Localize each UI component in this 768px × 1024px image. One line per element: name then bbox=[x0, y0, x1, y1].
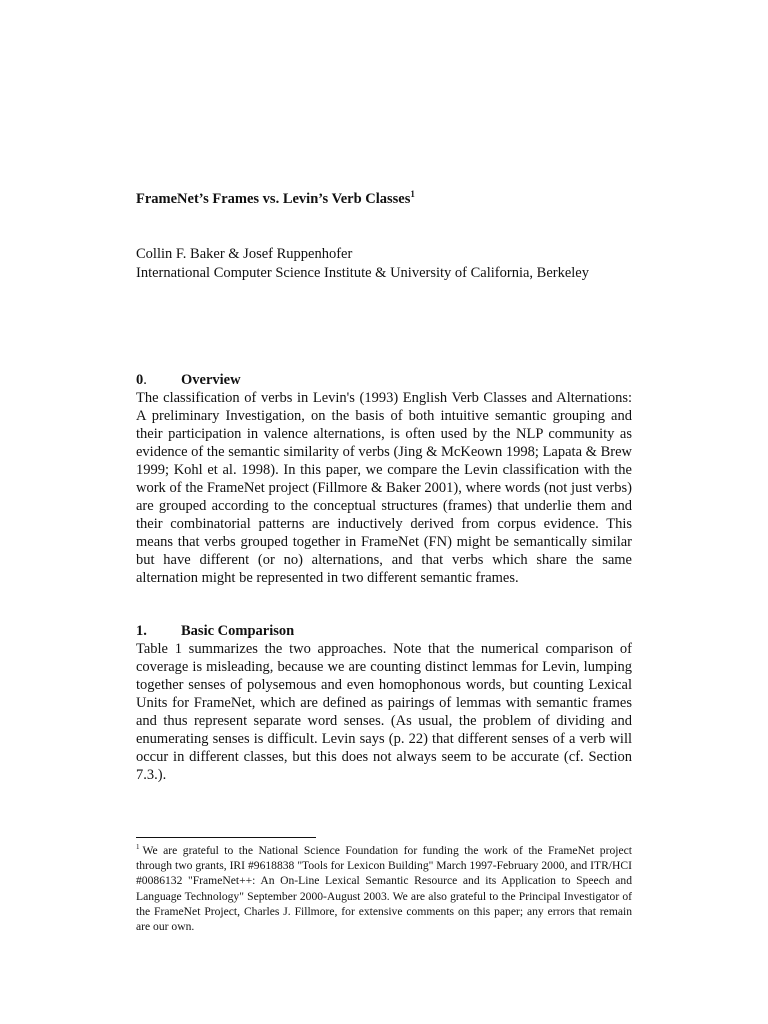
section-number: 0. bbox=[136, 372, 147, 388]
section-overview bbox=[136, 371, 632, 587]
section-title: Overview bbox=[181, 372, 241, 388]
section-number: 1. bbox=[136, 623, 147, 639]
author-names: Collin F. Baker & Josef Ruppenhofer bbox=[136, 246, 353, 262]
title-footnote-mark: 1 bbox=[410, 189, 415, 200]
section-body: The classification of verbs in Levin's (1993) English Verb Classes and Alternations: A preliminary Investigation, on the basis of both intuitive semantic grouping and their participation in valence alternations, is often used by the NLP community as evidence of the semantic similarity of verbs (Jing & McKeown 1998; Lapata & Brew 1999; Kohl et al. 1998). In this paper, we compare the Levin classification with the work of the FrameNet project (Fillmore & Baker 2001), where words (not just verbs) are grouped according to the conceptual structures (frames) that underlie them and their combinatorial patterns are inductively derived from corpus evidence. This means that verbs grouped together in FrameNet (FN) might be semantically similar but have different (or no) alternations, and that verbs which share the same alternation might be represented in two different semantic frames. bbox=[136, 390, 632, 586]
section-heading bbox=[136, 622, 632, 640]
footnote bbox=[136, 843, 632, 934]
section-body: Table 1 summarizes the two approaches. Note that the numerical comparison of coverage is misleading, because we are counting distinct lemmas for Levin, lumping together senses of polysemous and even homophonous words, but counting Lexical Units for FrameNet, which are defined as pairings of lemmas with semantic frames and thus represent separate word senses. (As usual, the problem of dividing and enumerating senses is difficult. Levin says (p. 22) that different senses of a verb will occur in different classes, but this does not always seem to be accurate (cf. Section 7.3.). bbox=[136, 641, 632, 783]
section-basic-comparison bbox=[136, 622, 632, 784]
author-block bbox=[136, 245, 589, 283]
paper-title-text: FrameNet’s Frames vs. Levin’s Verb Classes bbox=[136, 191, 411, 207]
footnote-divider bbox=[136, 837, 316, 838]
footnote-text: We are grateful to the National Science Foundation for funding the work of the FrameNet project through two grants, IRI #9618838 "Tools for Lexicon Building" March 1997-February 2000, and ITR/HCI #0086132 "FrameNet++: An On-Line Lexical Semantic Resource and its Application to Speech and Language Technology" September 2000-August 2003. We are also grateful to the Principal Investigator of the FrameNet Project, Charles J. Fillmore, for extensive comments on this paper; any errors that remain are our own. bbox=[136, 844, 632, 934]
paper-title bbox=[136, 189, 415, 209]
footnote-mark: 1 bbox=[136, 843, 140, 852]
author-affiliation: International Computer Science Institute & University of California, Berkeley bbox=[136, 265, 589, 281]
section-title: Basic Comparison bbox=[181, 623, 295, 639]
section-heading bbox=[136, 371, 632, 389]
